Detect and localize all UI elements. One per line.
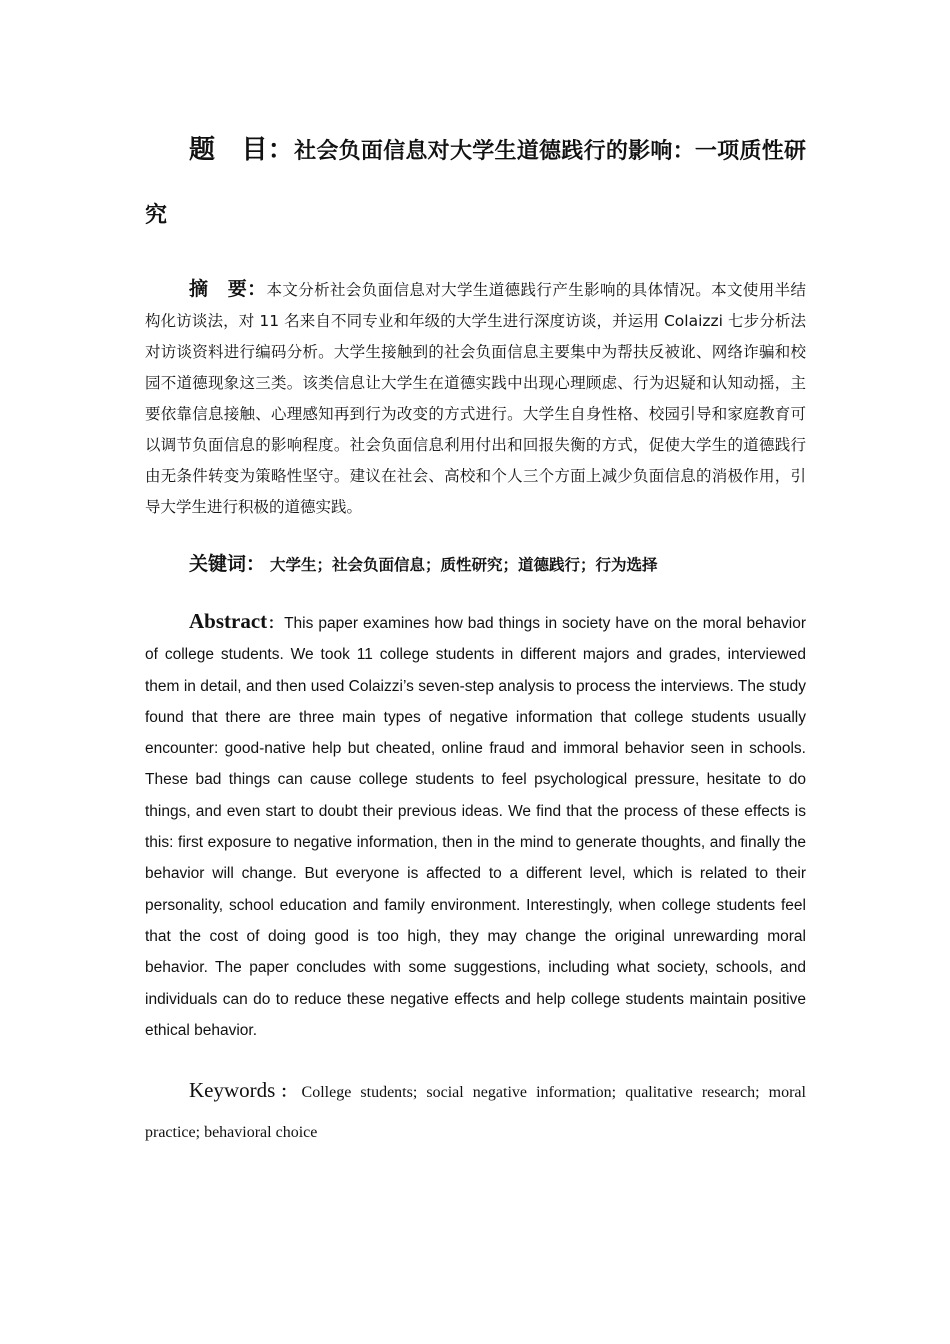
paper-page	[145, 118, 806, 1169]
keywords-zh	[145, 549, 806, 580]
keywords-en-label: Keywords	[189, 1078, 276, 1103]
keywords-en-colon: ：	[275, 1084, 302, 1102]
keywords-zh-label: 关键词：	[189, 553, 266, 575]
keywords-en	[145, 1070, 806, 1153]
paper-title	[145, 118, 806, 248]
abstract-en-colon: ：	[267, 615, 285, 632]
keywords-en-text: College students; social negative information; qualitative research; moral practice; behavioral choice	[145, 1084, 806, 1142]
keywords-zh-text: 大学生；社会负面信息；质性研究；道德践行；行为选择	[269, 556, 658, 574]
abstract-zh-text: 本文分析社会负面信息对大学生道德践行产生影响的具体情况。本文使用半结构化访谈法，对 11 名来自不同专业和年级的大学生进行深度访谈，并运用 Colaizzi 七步分析法对访谈资料进行编码分析。大学生接触到的社会负面信息主要集中为帮扶反被讹、网络诈骗和校园不道德现象这三类。该类信息让大学生在道德实践中出现心理顾虑、行为迟疑和认知动摇，主要依靠信息接触、心理感知再到行为改变的方式进行。大学生自身性格、校园引导和家庭教育可以调节负面信息的影响程度。社会负面信息利用付出和回报失衡的方式，促使大学生的道德践行由无条件转变为策略性坚守。建议在社会、高校和个人三个方面上减少负面信息的消极作用，引导大学生进行积极的道德实践。	[145, 281, 806, 516]
title-text: 社会负面信息对大学生道德践行的影响：一项质性研究	[145, 139, 806, 228]
title-label: 题 目：	[189, 135, 295, 165]
abstract-en-label: Abstract	[189, 609, 268, 633]
abstract-zh-label: 摘 要：	[189, 278, 267, 300]
abstract-en-text: This paper examines how bad things in society have on the moral behavior of college students. We took 11 college students in different majors and grades, interviewed them in detail, and then used Colaizzi’s seven-step analysis to process the interviews. The study found that there are three main types of negative information that college students usually encounter: good-native help but cheated, online fraud and immoral behavior seen in schools. These bad things can cause college students to feel psychological pressure, hesitate to do things, and even start to doubt their previous ideas. We find that the process of these effects is this: first exposure to negative information, then in the mind to generate thoughts, and finally the behavior will change. But everyone is affected to a different level, which is related to their personality, school education and family environment. Interestingly, when college students feel that the cost of doing good is too high, they may change the original unrewarding moral behavior. The paper concludes with some suggestions, including what society, schools, and individuals can do to reduce these negative effects and help college students maintain positive ethical behavior.	[145, 615, 806, 1039]
abstract-zh	[145, 274, 806, 523]
abstract-en	[145, 606, 806, 1046]
